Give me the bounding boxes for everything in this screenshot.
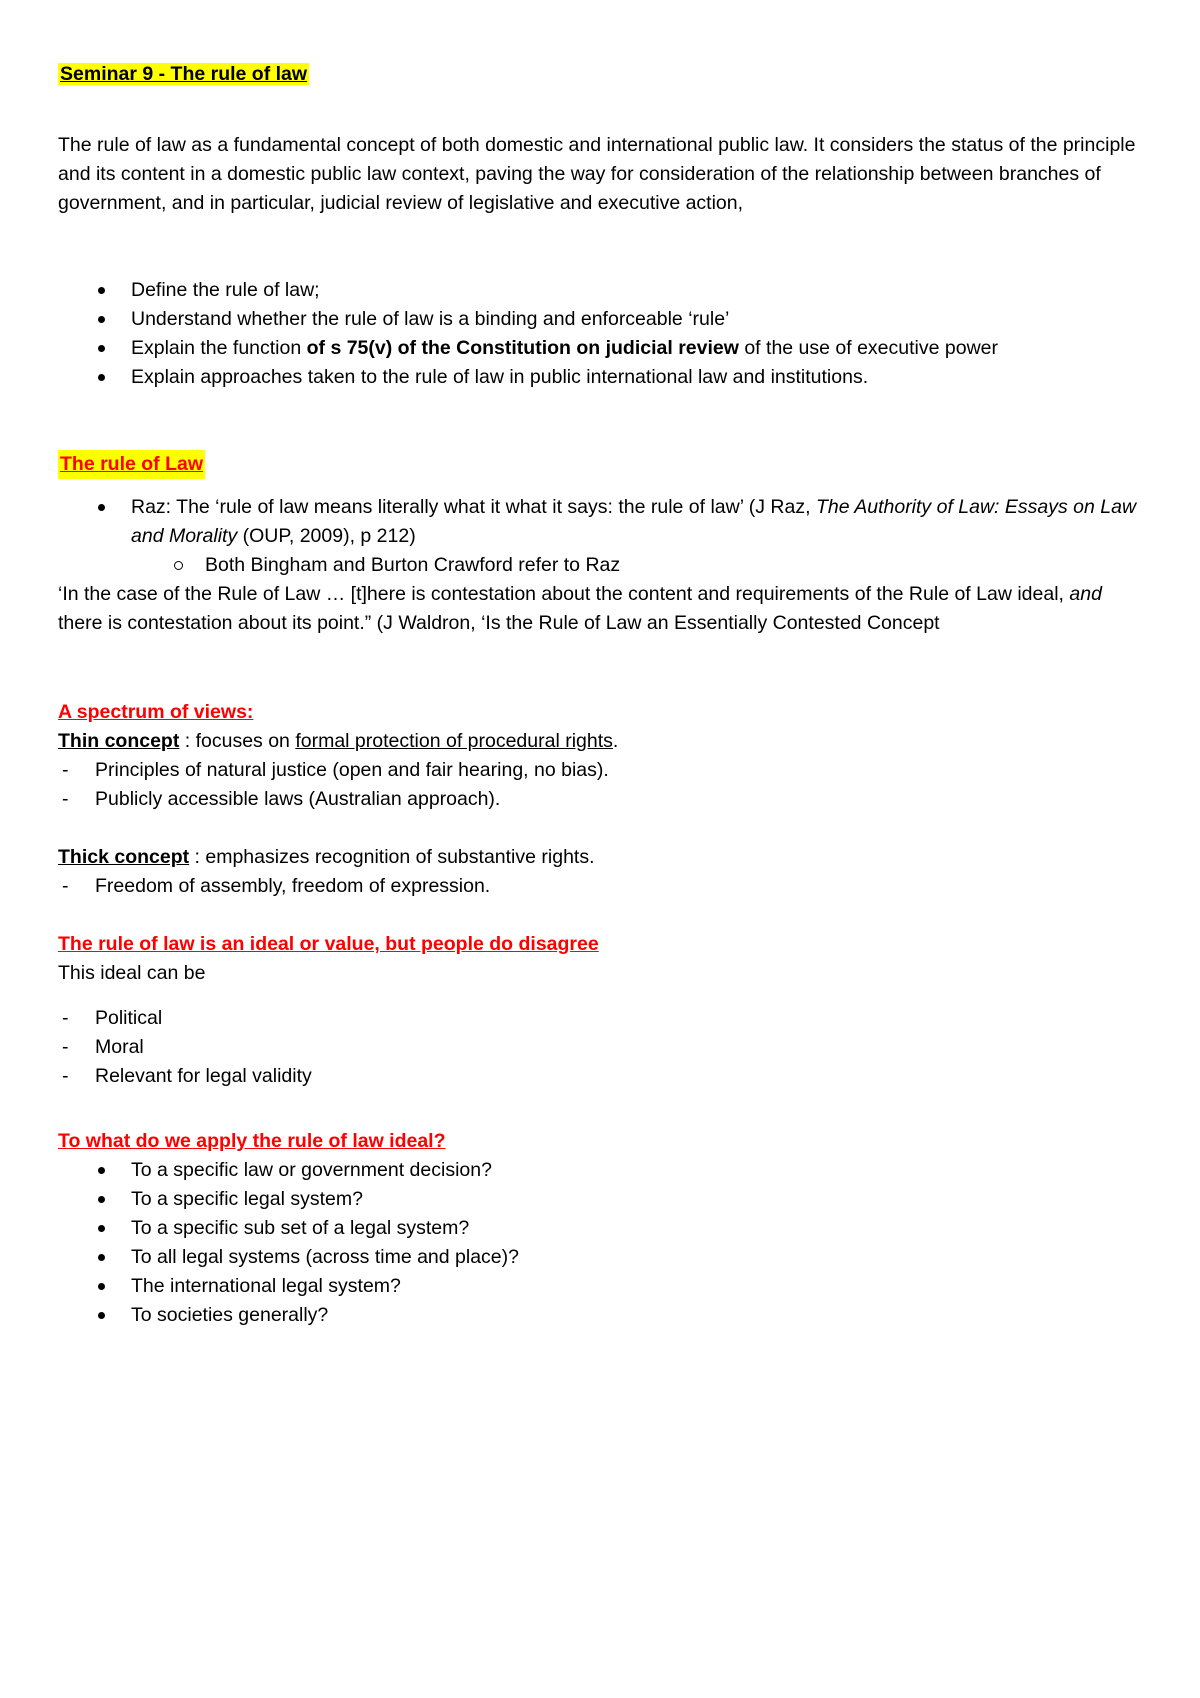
thin-concept-list <box>58 756 1138 814</box>
intro-paragraph: The rule of law as a fundamental concept of both domestic and international public law. It considers the status of the principle and its content in a domestic public law context, paving the way for consideration of the relationship between branches of government, and in particular, judicial review of legislative and executive action, <box>58 134 1136 214</box>
page-title: Seminar 9 - The rule of law <box>60 63 308 85</box>
list-item: - Political <box>58 1004 1138 1033</box>
section-heading-rule-of-law: The rule of Law <box>58 450 205 479</box>
apply-list <box>58 1156 1138 1330</box>
list-item: To a specific law or government decision? <box>58 1156 1138 1185</box>
list-item: - Publicly accessible laws (Australian approach). <box>58 785 1138 814</box>
list-item: Explain approaches taken to the rule of law in public international law and institutions. <box>58 363 1138 392</box>
list-item: The international legal system? <box>58 1272 1138 1301</box>
section-heading-apply: To what do we apply the rule of law ideal? <box>58 1130 446 1152</box>
ideal-intro: This ideal can be <box>58 962 206 984</box>
section-heading-spectrum: A spectrum of views: <box>58 701 254 723</box>
list-item: To all legal systems (across time and place)? <box>58 1243 1138 1272</box>
list-item: - Principles of natural justice (open and fair hearing, no bias). <box>58 756 1138 785</box>
list-item: Explain the function of s 75(v) of the Constitution on judicial review of the use of executive power <box>58 334 1138 363</box>
list-item: Define the rule of law; <box>58 276 1138 305</box>
list-item: Both Bingham and Burton Crawford refer to Raz <box>58 551 1138 580</box>
thick-concept-line: Thick concept : emphasizes recognition of substantive rights. <box>58 846 595 868</box>
ideal-list <box>58 1004 1138 1091</box>
raz-sub-list <box>58 551 1138 580</box>
thick-concept-list <box>58 872 1138 901</box>
list-item: To a specific sub set of a legal system? <box>58 1214 1138 1243</box>
document-content <box>58 60 1138 1330</box>
list-item: To a specific legal system? <box>58 1185 1138 1214</box>
raz-list <box>58 493 1138 551</box>
thin-concept-line: Thin concept : focuses on formal protection of procedural rights. <box>58 730 619 752</box>
list-item: Raz: The ‘rule of law means literally what it what it says: the rule of law’ (J Raz, The Authority of Law: Essays on Law and Morality (OUP, 2009), p 212) <box>58 493 1138 551</box>
list-item: - Relevant for legal validity <box>58 1062 1138 1091</box>
list-item: Understand whether the rule of law is a binding and enforceable ‘rule’ <box>58 305 1138 334</box>
list-item: - Freedom of assembly, freedom of expression. <box>58 872 1138 901</box>
section-heading-ideal: The rule of law is an ideal or value, but people do disagree <box>58 933 599 955</box>
list-item: - Moral <box>58 1033 1138 1062</box>
objectives-list <box>58 276 1138 392</box>
waldron-quote: ‘In the case of the Rule of Law … [t]here is contestation about the content and requirements of the Rule of Law ideal, and there is contestation about its point.” (J Waldron, ‘Is the Rule of Law an Essentially Contested Concept <box>58 583 1102 634</box>
list-item: To societies generally? <box>58 1301 1138 1330</box>
